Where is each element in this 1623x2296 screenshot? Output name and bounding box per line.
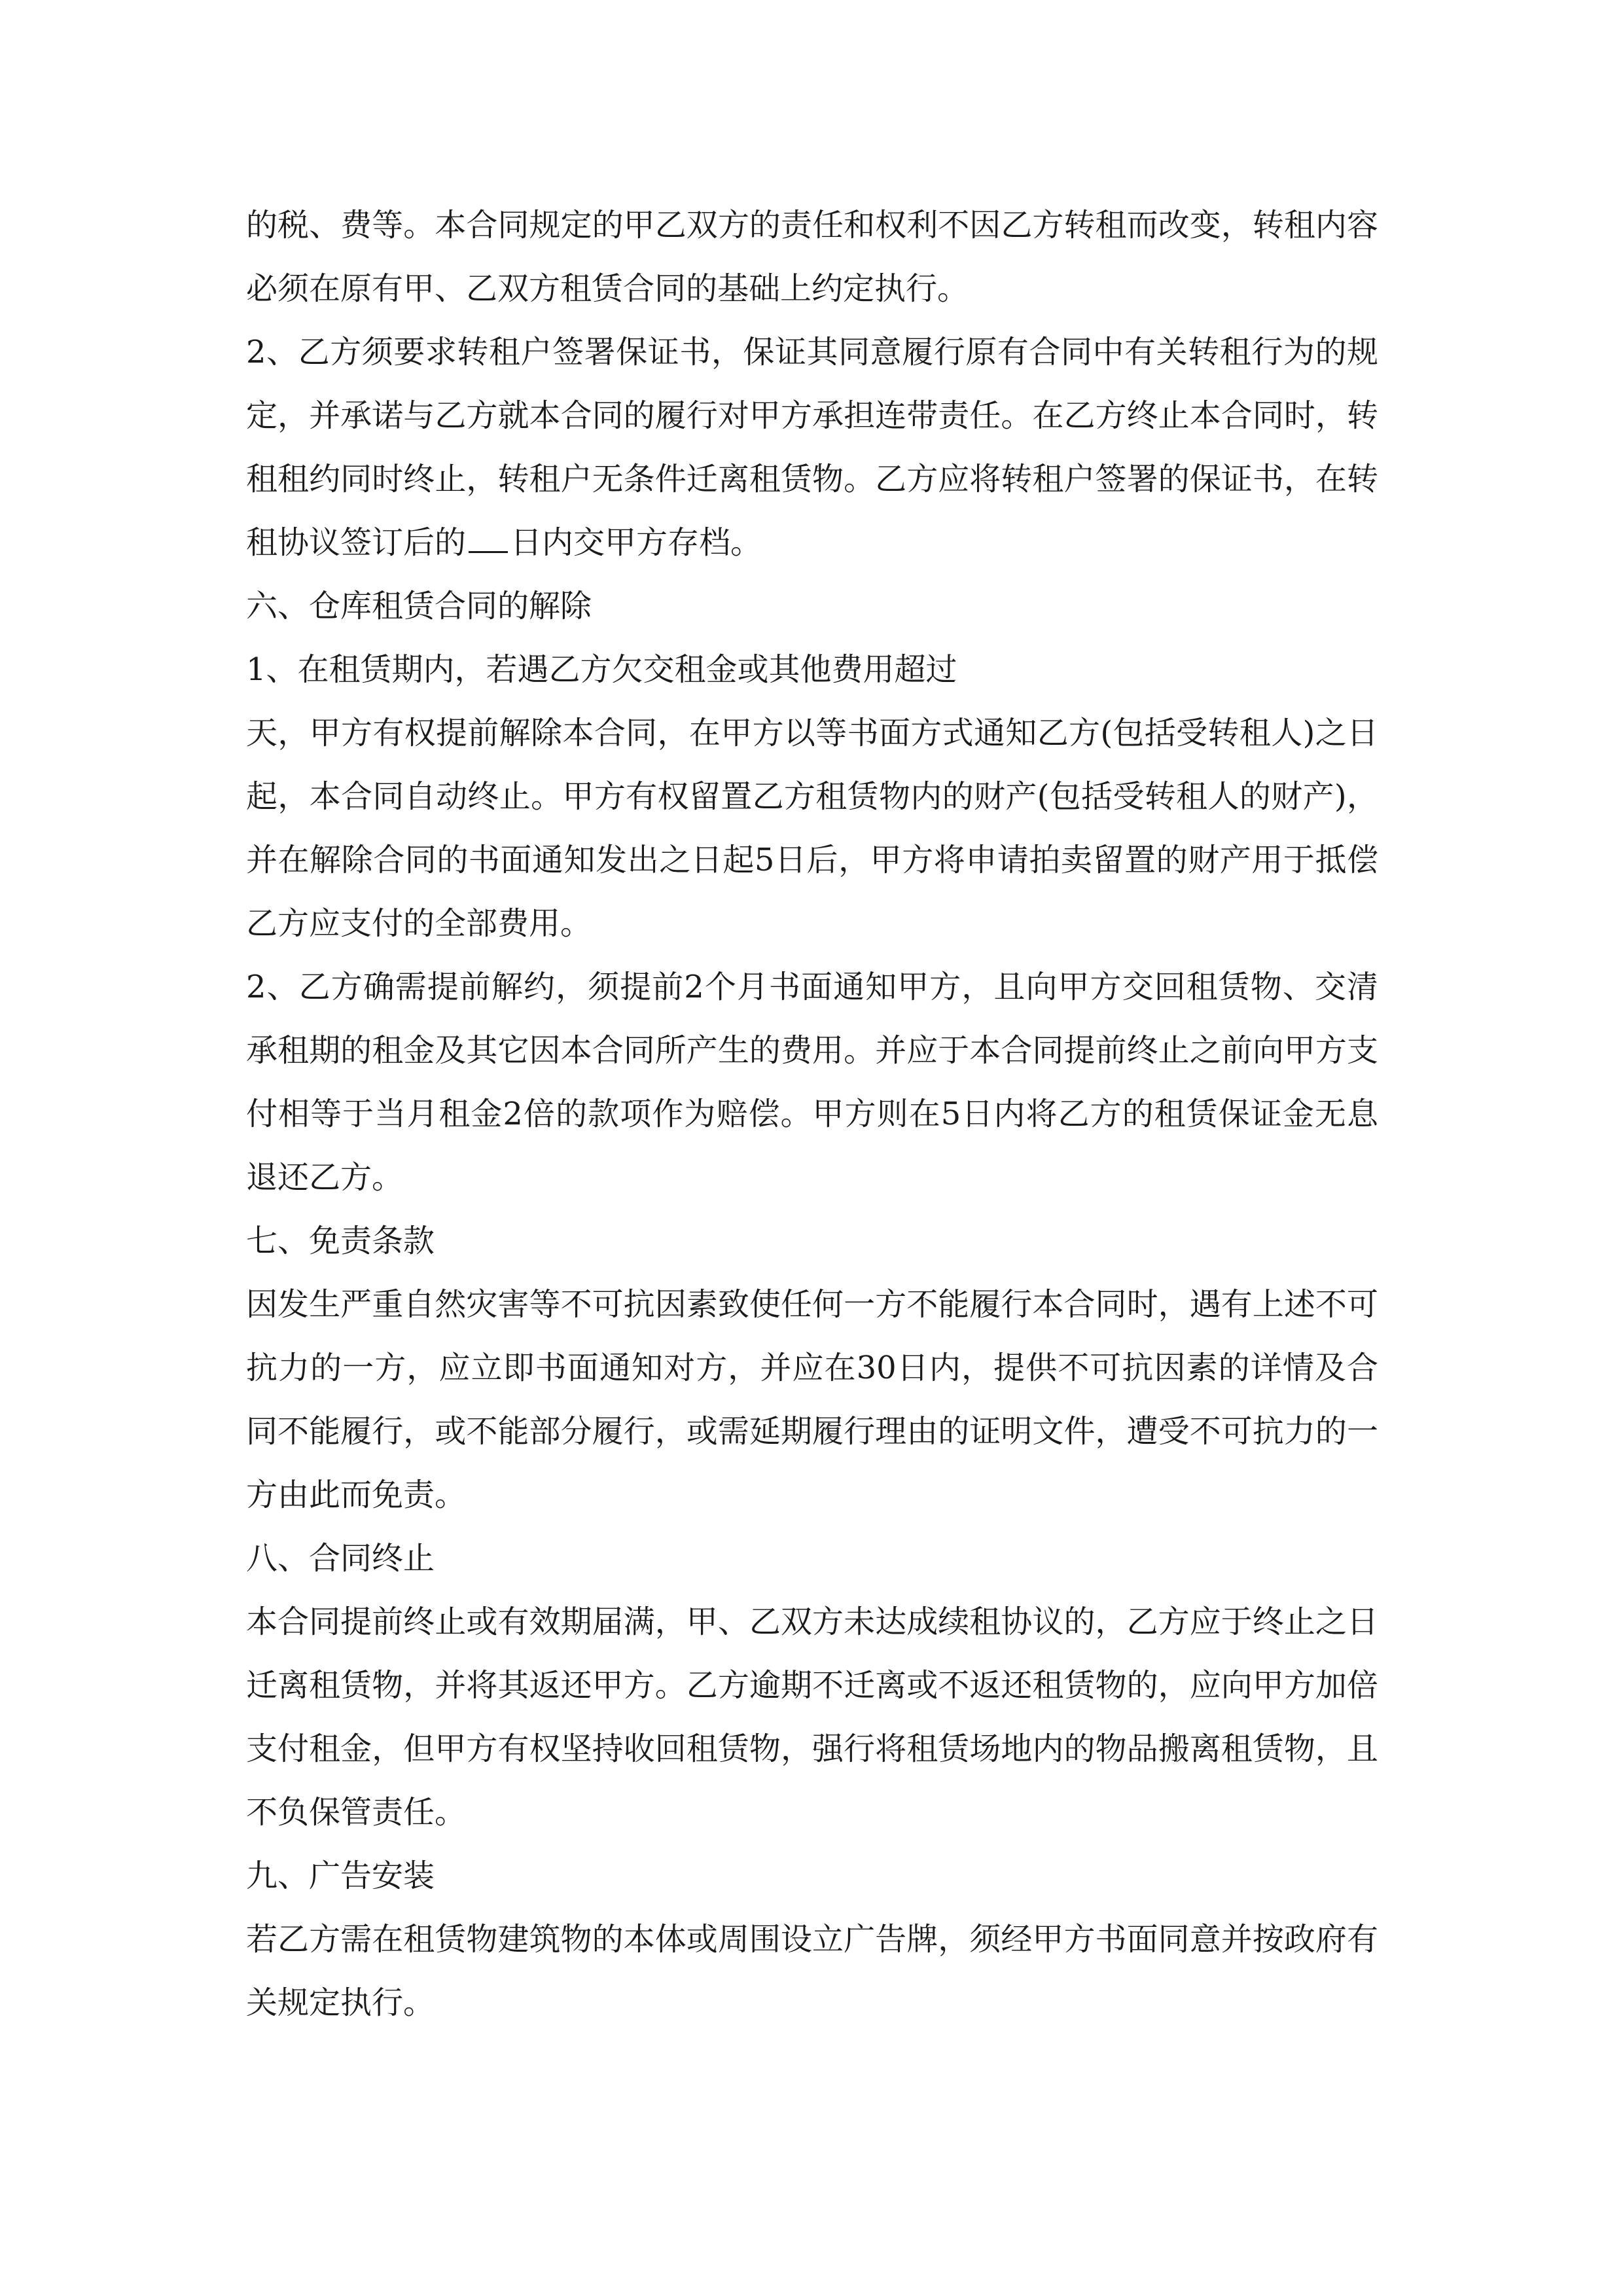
paragraph-overdue-rent: 1、在租赁期内，若遇乙方欠交租金或其他费用超过 — [246, 651, 957, 688]
paragraph-guarantee-tail: 日内交甲方存档。 — [510, 524, 762, 561]
paragraph-early-termination-by-lessor: 天，甲方有权提前解除本合同，在甲方以等书面方式通知乙方(包括受转租人)之日起，本合同自动终止。甲方有权留置乙方租赁物内的财产(包括受转租人的财产)，并在解除合同的书面通知发出之日起5日后，甲方将申请拍卖留置的财产用于抵偿乙方应支付的全部费用。 — [246, 715, 1378, 942]
paragraph-contract-end: 本合同提前终止或有效期届满，甲、乙双方未达成续租协议的，乙方应于终止之日迁离租赁物，并将其返还甲方。乙方逾期不迁离或不返还租赁物的，应向甲方加倍支付租金，但甲方有权坚持收回租赁物，强行将租赁场地内的物品搬离租赁物，且不负保管责任。 — [246, 1604, 1378, 1831]
paragraph-advertising: 若乙方需在租赁物建筑物的本体或周围设立广告牌，须经甲方书面同意并按政府有关规定执行。 — [246, 1921, 1378, 2021]
section-heading-force-majeure: 七、免责条款 — [246, 1223, 435, 1259]
paragraph-guarantee-text: 2、乙方须要求转租户签署保证书，保证其同意履行原有合同中有关转租行为的规定，并承诺与乙方就本合同的履行对甲方承担连带责任。在乙方终止本合同时，转租租约同时终止，转租户无条件迁离租赁物。乙方应将转租户签署的保证书，在转租协议签订后的 — [246, 334, 1378, 561]
paragraph-early-termination-by-lessee: 2、乙方确需提前解约，须提前2个月书面通知甲方，且向甲方交回租赁物、交清承租期的租金及其它因本合同所产生的费用。并应于本合同提前终止之前向甲方支付相等于当月租金2倍的款项作为赔偿。甲方则在5日内将乙方的租赁保证金无息退还乙方。 — [246, 969, 1378, 1196]
blank-days-field — [469, 525, 508, 553]
section-heading-contract-end: 八、合同终止 — [246, 1540, 435, 1577]
paragraph-force-majeure: 因发生严重自然灾害等不可抗因素致使任何一方不能履行本合同时，遇有上述不可抗力的一方，应立即书面通知对方，并应在30日内，提供不可抗因素的详情及合同不能履行，或不能部分履行，或需延期履行理由的证明文件，遭受不可抗力的一方由此而免责。 — [246, 1286, 1378, 1513]
section-heading-termination: 六、仓库租赁合同的解除 — [246, 588, 592, 624]
document-body — [246, 194, 1378, 2035]
paragraph-guarantee-letter — [246, 321, 1378, 575]
section-heading-advertising: 九、广告安装 — [246, 1857, 435, 1894]
paragraph-sublease-terms: 的税、费等。本合同规定的甲乙双方的责任和权利不因乙方转租而改变，转租内容必须在原有甲、乙双方租赁合同的基础上约定执行。 — [246, 207, 1378, 307]
